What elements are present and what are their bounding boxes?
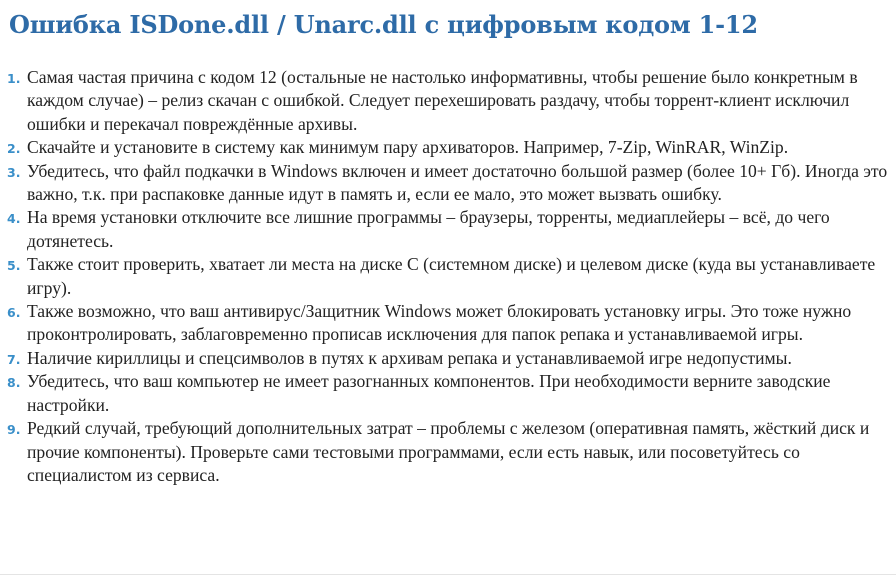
list-item [0, 66, 890, 136]
step-number: 7. [7, 351, 21, 367]
list-item [0, 417, 890, 487]
list-item [0, 300, 890, 347]
step-text: Убедитесь, что ваш компьютер не имеет разогнанных компонентов. При необходимости верните заводские настройки. [27, 371, 831, 415]
list-item [0, 160, 890, 207]
step-text: Наличие кириллицы и спецсимволов в путях к архивам репака и устанавливаемой игре недопустимы. [27, 347, 792, 368]
step-text: Также возможно, что ваш антивирус/Защитник Windows может блокировать установку игры. Это тоже нужно проконтролировать, заблаговременно прописав исключения для папок репака и устанавливаемой игры. [27, 301, 852, 345]
list-item [0, 347, 890, 370]
step-text: Убедитесь, что файл подкачки в Windows включен и имеет достаточно большой размер (более 10+ Гб). Иногда это важно, т.к. при распаковке данные идут в память и, если ее мало, это может вызвать ошибку. [27, 160, 888, 205]
list-item [0, 136, 890, 159]
step-text: На время установки отключите все лишние программы – браузеры, торренты, медиаплейеры – всё, до чего дотянетесь. [27, 207, 830, 251]
step-number: 2. [7, 141, 21, 157]
step-text: Скачайте и установите в систему как минимум пару архиваторов. Например, 7-Zip, WinRAR, WinZip. [27, 137, 789, 158]
step-number: 4. [7, 211, 21, 227]
step-number: 6. [7, 305, 21, 321]
list-item [0, 253, 890, 300]
list-item [0, 370, 890, 417]
steps-list [0, 66, 890, 487]
step-number: 8. [7, 375, 21, 391]
step-number: 1. [7, 71, 21, 86]
step-number: 3. [7, 164, 21, 180]
list-item [0, 206, 890, 253]
step-number: 9. [7, 422, 21, 438]
step-number: 5. [7, 258, 21, 274]
divider [0, 574, 896, 575]
step-text: Самая частая причина с кодом 12 (остальные не настолько информативны, чтобы решение было конкретным в каждом случае) – релиз скачан с ошибкой. Следует перехешировать раздачу, чтобы торрент-клиент исключил ошибки и перекачал повреждённые архивы. [27, 67, 858, 134]
step-text: Также стоит проверить, хватает ли места на диске C (системном диске) и целевом диске (куда вы устанавливаете игру). [27, 254, 876, 298]
step-text: Редкий случай, требующий дополнительных затрат – проблемы с железом (оперативная память, жёсткий диск и прочие компоненты). Проверьте сами тестовыми программами, если есть навык, или посоветуйтесь со специалистом из сервиса. [27, 418, 870, 485]
article-title: Ошибка ISDone.dll / Unarc.dll с цифровым кодом 1-12 [9, 10, 758, 39]
